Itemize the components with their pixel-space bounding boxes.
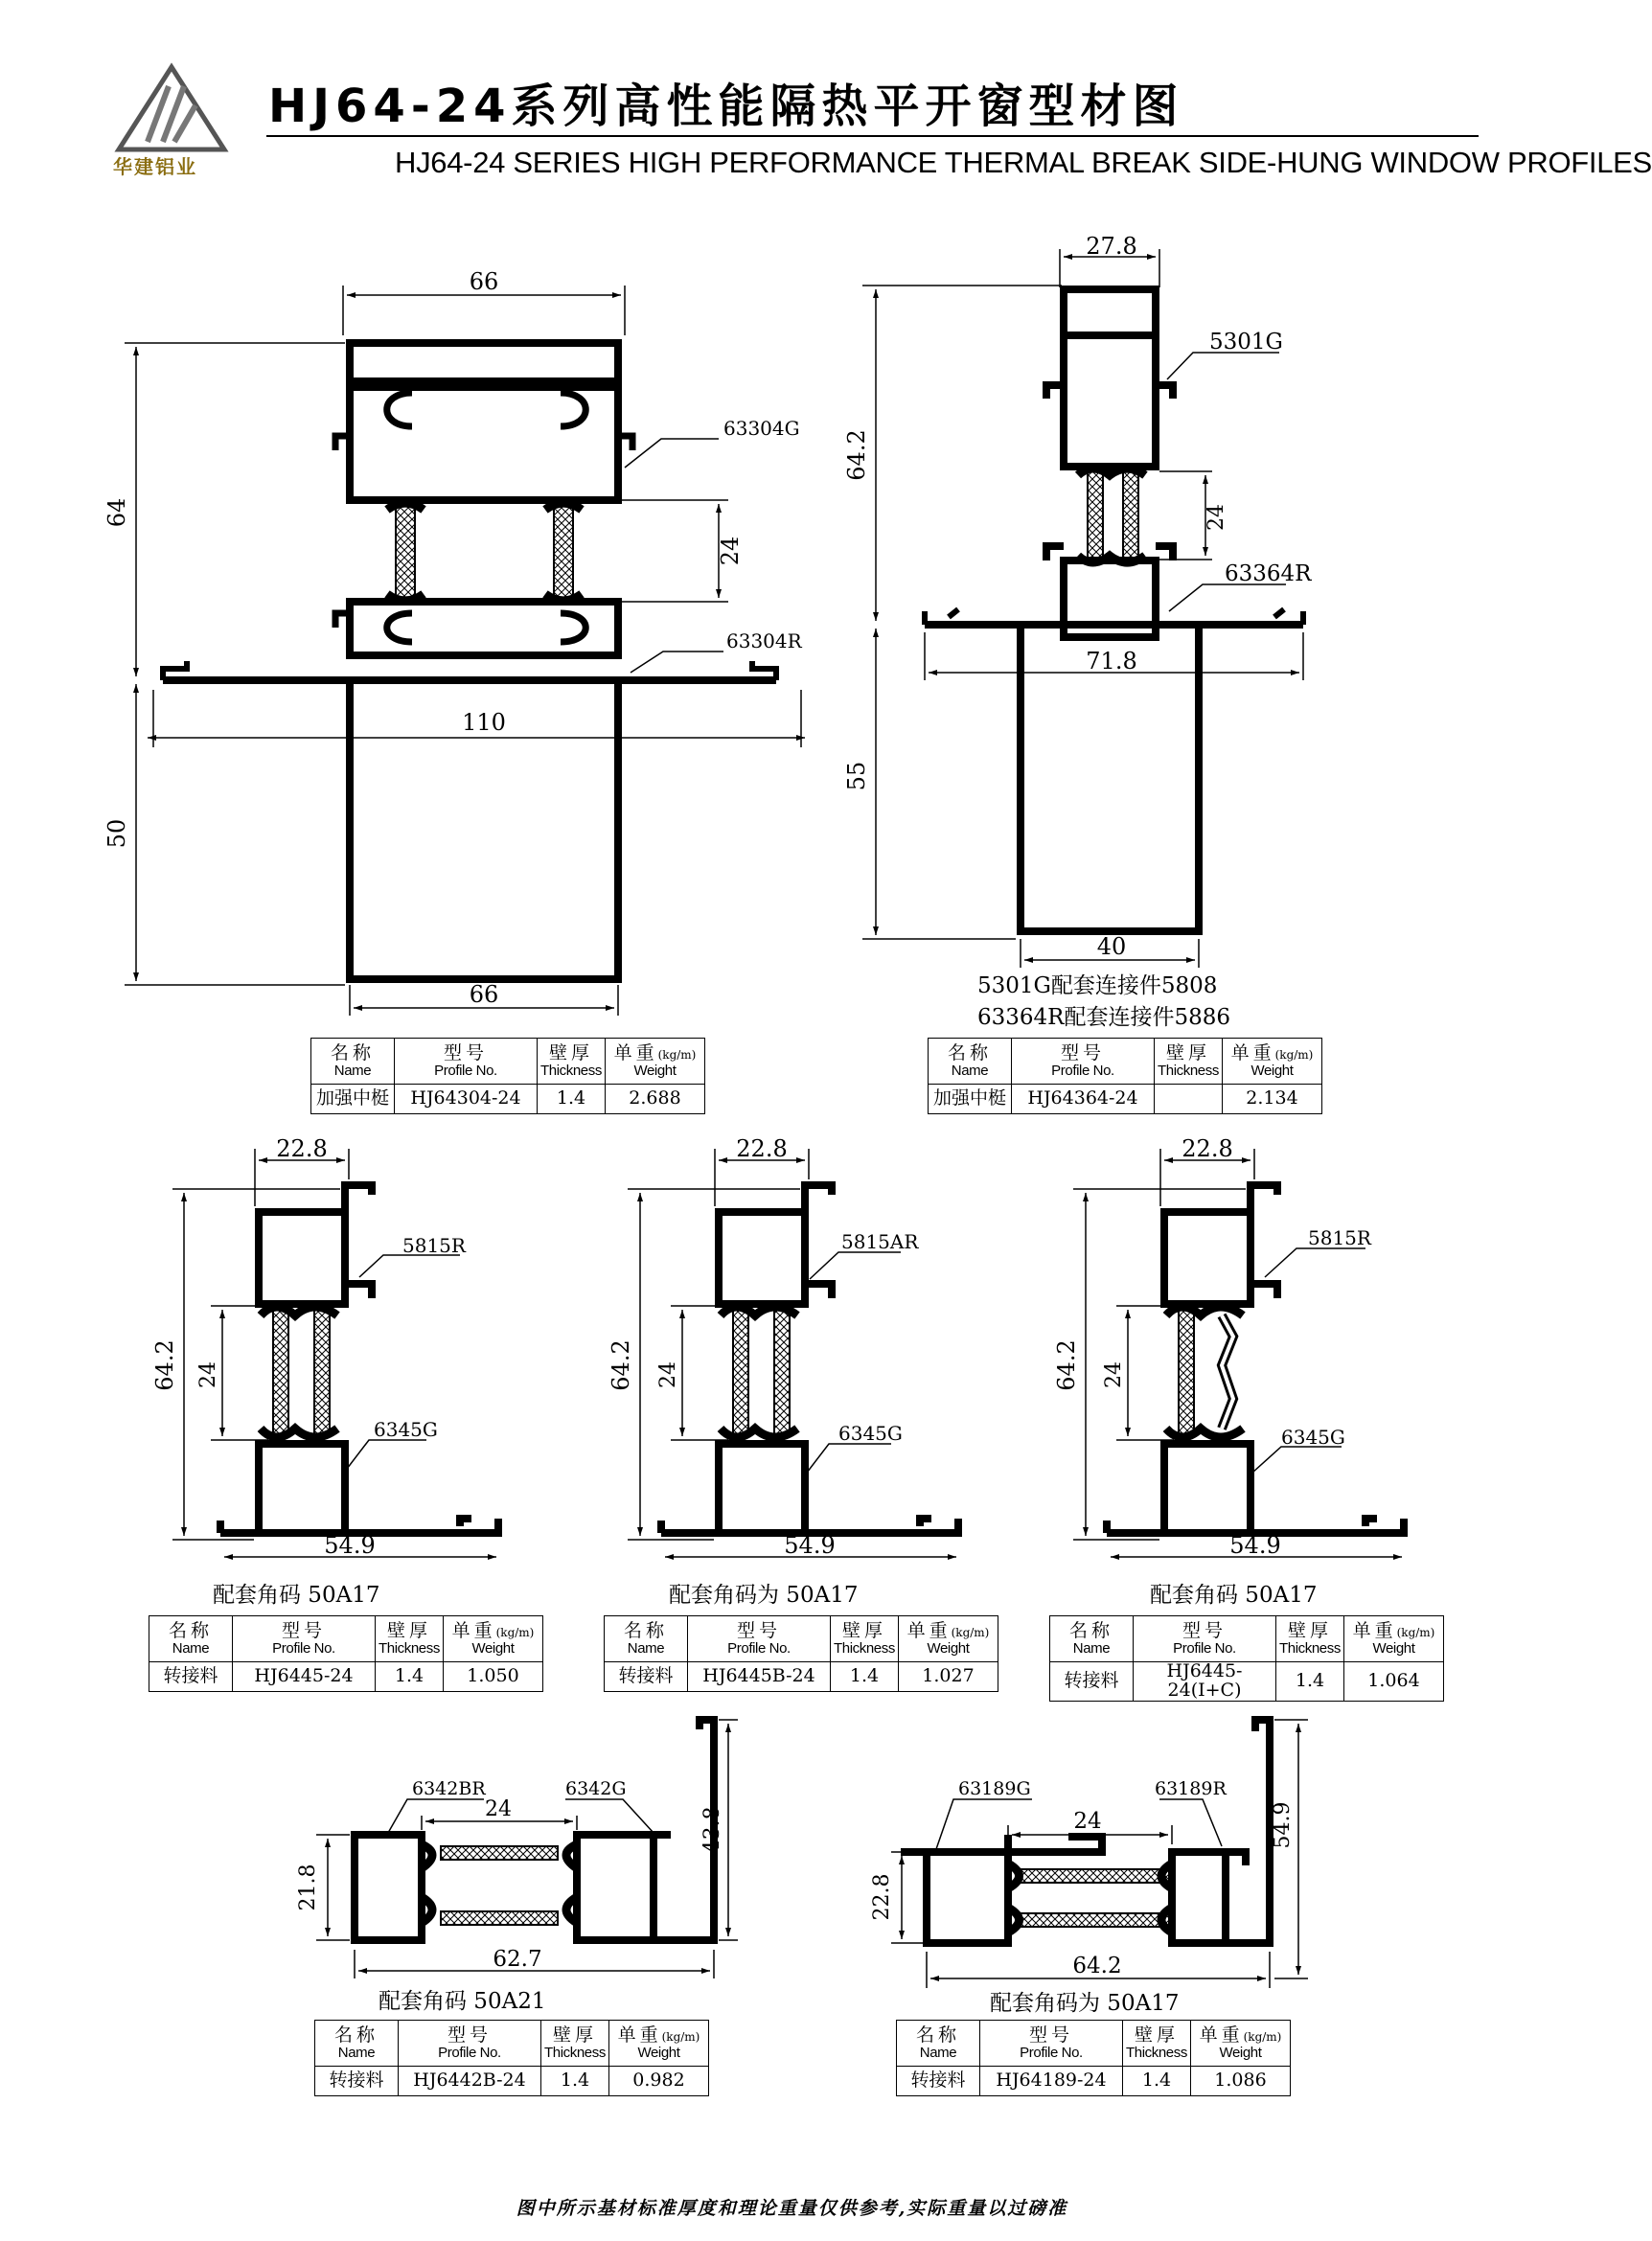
p2-profile: HJ64364-24 — [1012, 1085, 1155, 1114]
hdr-weight-cn: 单重 — [1199, 2024, 1244, 2046]
hdr-profile-en: Profile No. — [1051, 1062, 1114, 1079]
hdr-weight-cn: 单重 — [613, 1041, 658, 1063]
p2-dim-top-width: 27.8 — [1086, 233, 1137, 260]
p3-caption: 配套角码 50A17 — [213, 1583, 380, 1608]
p2-spec-table — [928, 1038, 1322, 1114]
hdr-weight-en: Weight — [633, 1062, 677, 1079]
hdr-weight-en: Weight — [1250, 1062, 1294, 1079]
p6-label-left-part: 6342BR — [412, 1778, 486, 1799]
hdr-weight-en: Weight — [927, 1639, 970, 1657]
p5-spec-table — [1049, 1615, 1444, 1702]
company-logo — [115, 63, 228, 153]
p4-dim-height: 64.2 — [608, 1339, 634, 1391]
hdr-thickness-en: Thickness — [1126, 2044, 1187, 2061]
p2-note-1: 5301G配套连接件5808 — [977, 973, 1218, 998]
p5-dim-bottom-width: 54.9 — [1229, 1532, 1281, 1559]
hdr-weight-unit: (kg/m) — [951, 1625, 990, 1639]
profile-5-drawing — [1053, 1135, 1452, 1566]
p6-weight: 0.982 — [609, 2067, 709, 2096]
p1-dim-upper-height: 64 — [103, 497, 130, 528]
p5-weight: 1.064 — [1344, 1662, 1444, 1702]
hdr-name-en: Name — [172, 1639, 210, 1657]
hdr-name-cn: 名称 — [330, 1041, 375, 1063]
p6-dim-side-height: 43.8 — [700, 1806, 724, 1854]
p2-dim-bottom-width: 40 — [1096, 933, 1127, 960]
hdr-weight-en: Weight — [637, 2044, 680, 2061]
p3-dim-top-width: 22.8 — [276, 1135, 328, 1162]
logo-text: 华建铝业 — [113, 155, 197, 178]
p1-dim-strip: 24 — [717, 536, 744, 566]
hdr-weight-unit: (kg/m) — [495, 1625, 535, 1639]
hdr-weight-unit: (kg/m) — [661, 2029, 700, 2044]
p4-name: 转接料 — [605, 1662, 688, 1692]
hdr-name-cn: 名称 — [915, 2024, 960, 2046]
p2-note-2: 63364R配套连接件5886 — [977, 1005, 1231, 1030]
hdr-thickness-cn: 壁厚 — [386, 1619, 431, 1641]
p3-thickness: 1.4 — [376, 1662, 444, 1692]
p1-label-top-part: 63304G — [723, 417, 800, 440]
p3-dim-bottom-width: 54.9 — [324, 1532, 376, 1559]
p5-dim-strip: 24 — [1102, 1361, 1126, 1388]
p7-dim-strip: 24 — [1073, 1809, 1102, 1834]
profile-4-drawing — [608, 1135, 1006, 1566]
p7-label-left-part: 63189G — [958, 1778, 1031, 1799]
p7-caption: 配套角码为 50A17 — [990, 1991, 1180, 2016]
hdr-name-cn: 名称 — [947, 1041, 992, 1063]
hdr-profile-cn: 型号 — [447, 2024, 492, 2046]
p3-label-bottom-part: 6345G — [374, 1418, 438, 1441]
hdr-weight-cn: 单重 — [617, 2024, 662, 2046]
p3-dim-height: 64.2 — [151, 1339, 178, 1391]
hdr-profile-en: Profile No. — [438, 2044, 501, 2061]
p1-thickness: 1.4 — [538, 1085, 606, 1114]
p3-weight: 1.050 — [444, 1662, 543, 1692]
p2-dim-overall-width: 71.8 — [1086, 648, 1137, 675]
p4-caption: 配套角码为 50A17 — [669, 1583, 859, 1608]
hdr-thickness-en: Thickness — [544, 2044, 606, 2061]
footer-note: 图中所示基材标准厚度和理论重量仅供参考,实际重量以过磅准 — [516, 2198, 1068, 2219]
p5-dim-top-width: 22.8 — [1182, 1135, 1233, 1162]
hdr-weight-unit: (kg/m) — [657, 1047, 697, 1062]
p7-dim-height: 22.8 — [870, 1873, 894, 1921]
p1-label-bottom-part: 63304R — [726, 629, 802, 652]
page-title-en: HJ64-24 SERIES HIGH PERFORMANCE THERMAL BREAK SIDE-HUNG WINDOW PROFILES — [395, 146, 1652, 179]
p2-dim-strip: 24 — [1205, 504, 1228, 531]
p6-name: 转接料 — [315, 2067, 399, 2096]
hdr-thickness-cn: 壁厚 — [1134, 2024, 1179, 2046]
p3-spec-table — [149, 1615, 543, 1692]
hdr-name-en: Name — [919, 2044, 957, 2061]
p4-profile: HJ6445B-24 — [688, 1662, 831, 1692]
p7-weight: 1.086 — [1191, 2067, 1291, 2096]
hdr-name-cn: 名称 — [1068, 1619, 1113, 1641]
p1-dim-bottom-width: 66 — [469, 981, 499, 1008]
p3-name: 转接料 — [149, 1662, 233, 1692]
hdr-name-en: Name — [333, 1062, 372, 1079]
profile-1-drawing — [103, 259, 834, 1016]
p1-dim-lower-height: 50 — [103, 818, 130, 849]
hdr-name-en: Name — [337, 2044, 376, 2061]
p2-label-bottom-part: 63364R — [1225, 561, 1312, 586]
hdr-profile-cn: 型号 — [1028, 2024, 1073, 2046]
p3-dim-strip: 24 — [196, 1361, 220, 1388]
hdr-profile-cn: 型号 — [443, 1041, 488, 1063]
hdr-thickness-cn: 壁厚 — [548, 1041, 593, 1063]
p6-dim-width: 62.7 — [493, 1947, 542, 1972]
hdr-name-cn: 名称 — [623, 1619, 668, 1641]
p4-dim-strip: 24 — [656, 1361, 680, 1388]
hdr-weight-cn: 单重 — [1230, 1041, 1275, 1063]
hdr-thickness-en: Thickness — [379, 1639, 440, 1657]
p6-dim-height: 21.8 — [296, 1864, 320, 1911]
p2-name: 加强中梃 — [929, 1085, 1012, 1114]
profile-1-upper-frame — [350, 343, 618, 655]
hdr-thickness-en: Thickness — [834, 1639, 895, 1657]
p4-thickness: 1.4 — [831, 1662, 899, 1692]
hdr-thickness-cn: 壁厚 — [1165, 1041, 1210, 1063]
profile-3-drawing — [151, 1135, 556, 1566]
hdr-weight-unit: (kg/m) — [1396, 1625, 1435, 1639]
hdr-weight-en: Weight — [1219, 2044, 1262, 2061]
hdr-weight-en: Weight — [1372, 1639, 1415, 1657]
p4-label-bottom-part: 6345G — [838, 1422, 903, 1445]
p6-thickness: 1.4 — [541, 2067, 609, 2096]
p2-dim-lower-height: 55 — [843, 761, 870, 791]
hdr-profile-cn: 型号 — [1060, 1041, 1105, 1063]
p1-profile: HJ64304-24 — [395, 1085, 538, 1114]
p4-dim-bottom-width: 54.9 — [784, 1532, 836, 1559]
p7-dim-width: 64.2 — [1072, 1954, 1122, 1978]
hdr-thickness-cn: 壁厚 — [841, 1619, 886, 1641]
p1-weight: 2.688 — [606, 1085, 705, 1114]
hdr-name-en: Name — [627, 1639, 665, 1657]
hdr-profile-en: Profile No. — [434, 1062, 497, 1079]
p5-label-top-part: 5815R — [1308, 1226, 1371, 1249]
hdr-weight-cn: 单重 — [451, 1619, 496, 1641]
profile-6-drawing — [278, 1701, 738, 1988]
hdr-weight-unit: (kg/m) — [1243, 2029, 1282, 2044]
profile-7-drawing — [867, 1701, 1327, 1998]
p4-spec-table — [604, 1615, 998, 1692]
hdr-profile-cn: 型号 — [281, 1619, 326, 1641]
p3-label-top-part: 5815R — [402, 1234, 466, 1257]
p1-dim-overall-width: 110 — [462, 709, 506, 736]
hdr-profile-cn: 型号 — [736, 1619, 781, 1641]
p6-caption: 配套角码 50A21 — [379, 1989, 546, 2014]
p7-label-right-part: 63189R — [1155, 1778, 1227, 1799]
p7-spec-table — [896, 2020, 1291, 2096]
profile-2-drawing — [843, 230, 1342, 977]
p7-name: 转接料 — [897, 2067, 980, 2096]
page-title-cn: HJ64-24系列高性能隔热平开窗型材图 — [268, 80, 1184, 133]
p4-label-top-part: 5815AR — [841, 1230, 919, 1253]
p2-weight: 2.134 — [1223, 1085, 1322, 1114]
p7-thickness: 1.4 — [1123, 2067, 1191, 2096]
hdr-name-en: Name — [1072, 1639, 1111, 1657]
p1-dim-top-width: 66 — [469, 268, 499, 295]
p1-spec-table — [310, 1038, 705, 1114]
p7-dim-side-height: 54.9 — [1271, 1801, 1295, 1849]
p2-thickness — [1155, 1085, 1223, 1114]
hdr-weight-cn: 单重 — [1352, 1619, 1397, 1641]
hdr-thickness-en: Thickness — [540, 1062, 602, 1079]
hdr-thickness-en: Thickness — [1279, 1639, 1341, 1657]
p6-profile: HJ6442B-24 — [399, 2067, 541, 2096]
p2-dim-upper-height: 64.2 — [843, 429, 870, 481]
p5-thickness: 1.4 — [1276, 1662, 1344, 1702]
p6-spec-table — [314, 2020, 709, 2096]
hdr-name-cn: 名称 — [333, 2024, 379, 2046]
hdr-weight-cn: 单重 — [906, 1619, 952, 1641]
hdr-weight-en: Weight — [471, 1639, 515, 1657]
hdr-thickness-en: Thickness — [1158, 1062, 1219, 1079]
p1-name: 加强中梃 — [311, 1085, 395, 1114]
p5-label-bottom-part: 6345G — [1281, 1426, 1345, 1449]
p5-name: 转接料 — [1050, 1662, 1134, 1702]
hdr-profile-en: Profile No. — [727, 1639, 791, 1657]
hdr-profile-en: Profile No. — [1020, 2044, 1083, 2061]
hdr-thickness-cn: 壁厚 — [552, 2024, 597, 2046]
hdr-weight-unit: (kg/m) — [1274, 1047, 1314, 1062]
hdr-name-en: Name — [951, 1062, 989, 1079]
p2-label-top-part: 5301G — [1209, 330, 1283, 354]
hdr-profile-cn: 型号 — [1182, 1619, 1227, 1641]
hdr-profile-en: Profile No. — [272, 1639, 335, 1657]
p5-profile: HJ6445-24(I+C) — [1134, 1662, 1276, 1702]
p6-dim-strip: 24 — [485, 1797, 512, 1821]
p3-profile: HJ6445-24 — [233, 1662, 376, 1692]
hdr-name-cn: 名称 — [168, 1619, 213, 1641]
p4-dim-top-width: 22.8 — [736, 1135, 788, 1162]
hdr-profile-en: Profile No. — [1173, 1639, 1236, 1657]
p5-dim-height: 64.2 — [1053, 1339, 1080, 1391]
p4-weight: 1.027 — [899, 1662, 998, 1692]
hdr-thickness-cn: 壁厚 — [1287, 1619, 1332, 1641]
p7-profile: HJ64189-24 — [980, 2067, 1123, 2096]
title-divider — [266, 135, 1479, 137]
p6-label-right-part: 6342G — [565, 1778, 627, 1799]
p5-caption: 配套角码 50A17 — [1150, 1583, 1318, 1608]
